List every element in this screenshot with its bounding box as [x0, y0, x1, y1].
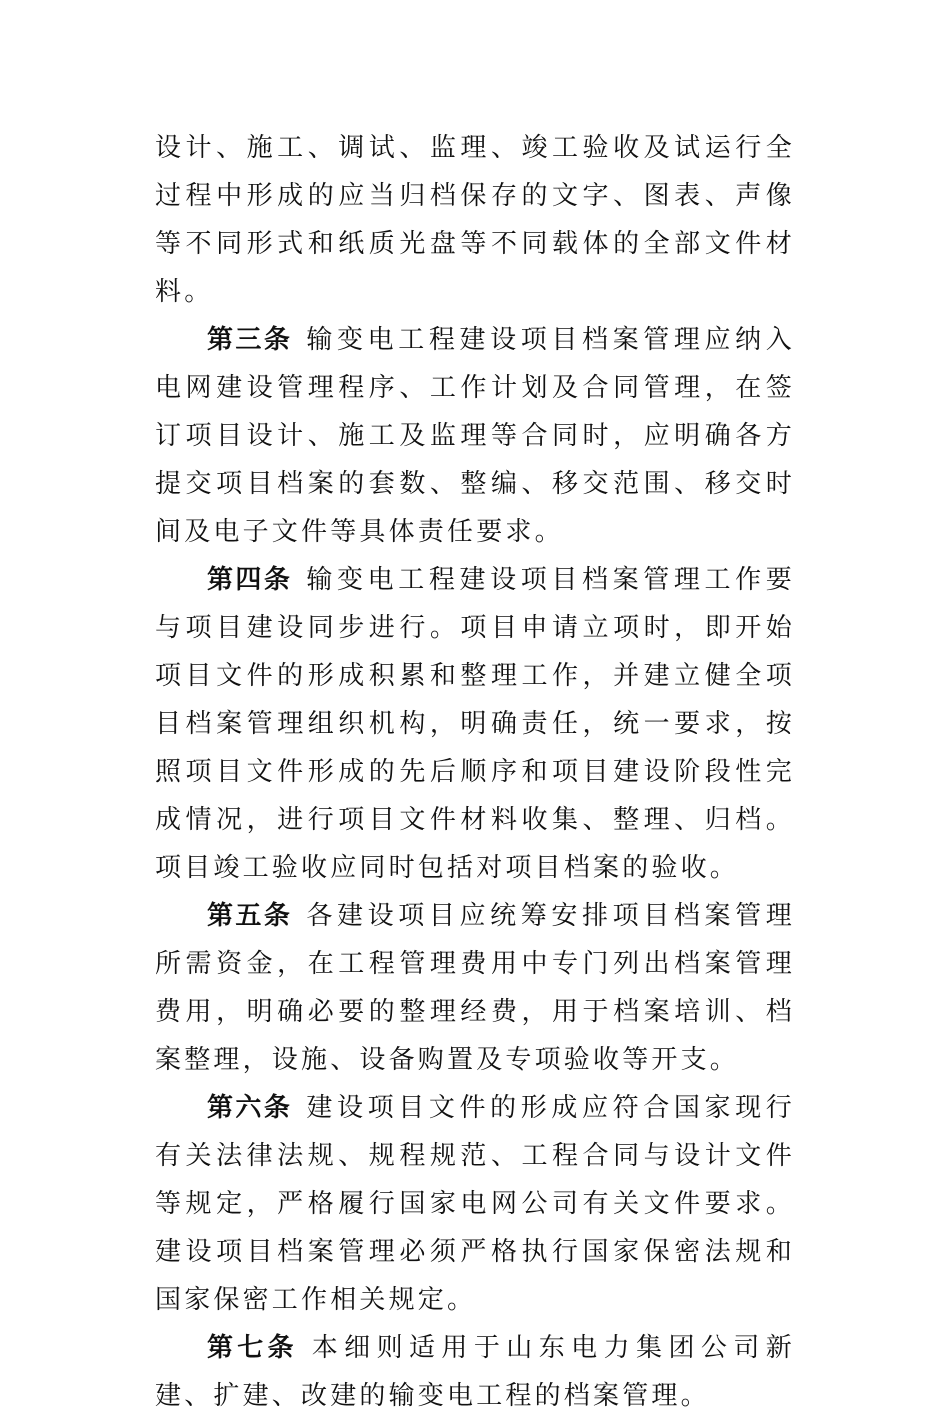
article-6	[155, 1084, 795, 1324]
article-text: 本细则适用于山东电力集团公司新建、扩建、改建的输变电工程的档案管理。	[155, 1333, 795, 1411]
article-number: 第三条	[207, 325, 293, 355]
article-number: 第四条	[207, 565, 293, 595]
article-3	[155, 316, 795, 556]
article-text: 各建设项目应统筹安排项目档案管理所需资金，在工程管理费用中专门列出档案管理费用，明确必要的整理经费，用于档案培训、档案整理，设施、设备购置及专项验收等开支。	[155, 901, 795, 1075]
article-number: 第六条	[207, 1093, 293, 1123]
article-7	[155, 1324, 795, 1420]
article-text: 输变电工程建设项目档案管理应纳入电网建设管理程序、工作计划及合同管理，在签订项目设计、施工及监理等合同时，应明确各方提交项目档案的套数、整编、移交范围、移交时间及电子文件等具体责任要求。	[155, 325, 795, 547]
continuation-paragraph: 设计、施工、调试、监理、竣工验收及试运行全过程中形成的应当归档保存的文字、图表、声像等不同形式和纸质光盘等不同载体的全部文件材料。	[155, 133, 795, 307]
article-4	[155, 556, 795, 892]
article-text: 输变电工程建设项目档案管理工作要与项目建设同步进行。项目申请立项时，即开始项目文件的形成积累和整理工作，并建立健全项目档案管理组织机构，明确责任，统一要求，按照项目文件形成的先后顺序和项目建设阶段性完成情况，进行项目文件材料收集、整理、归档。项目竣工验收应同时包括对项目档案的验收。	[155, 565, 795, 883]
document-body	[155, 124, 795, 1420]
article-5	[155, 892, 795, 1084]
article-text: 建设项目文件的形成应符合国家现行有关法律法规、规程规范、工程合同与设计文件等规定，严格履行国家电网公司有关文件要求。建设项目档案管理必须严格执行国家保密法规和国家保密工作相关规定。	[155, 1093, 795, 1315]
article-number: 第五条	[207, 901, 293, 931]
article-number: 第七条	[207, 1333, 298, 1363]
